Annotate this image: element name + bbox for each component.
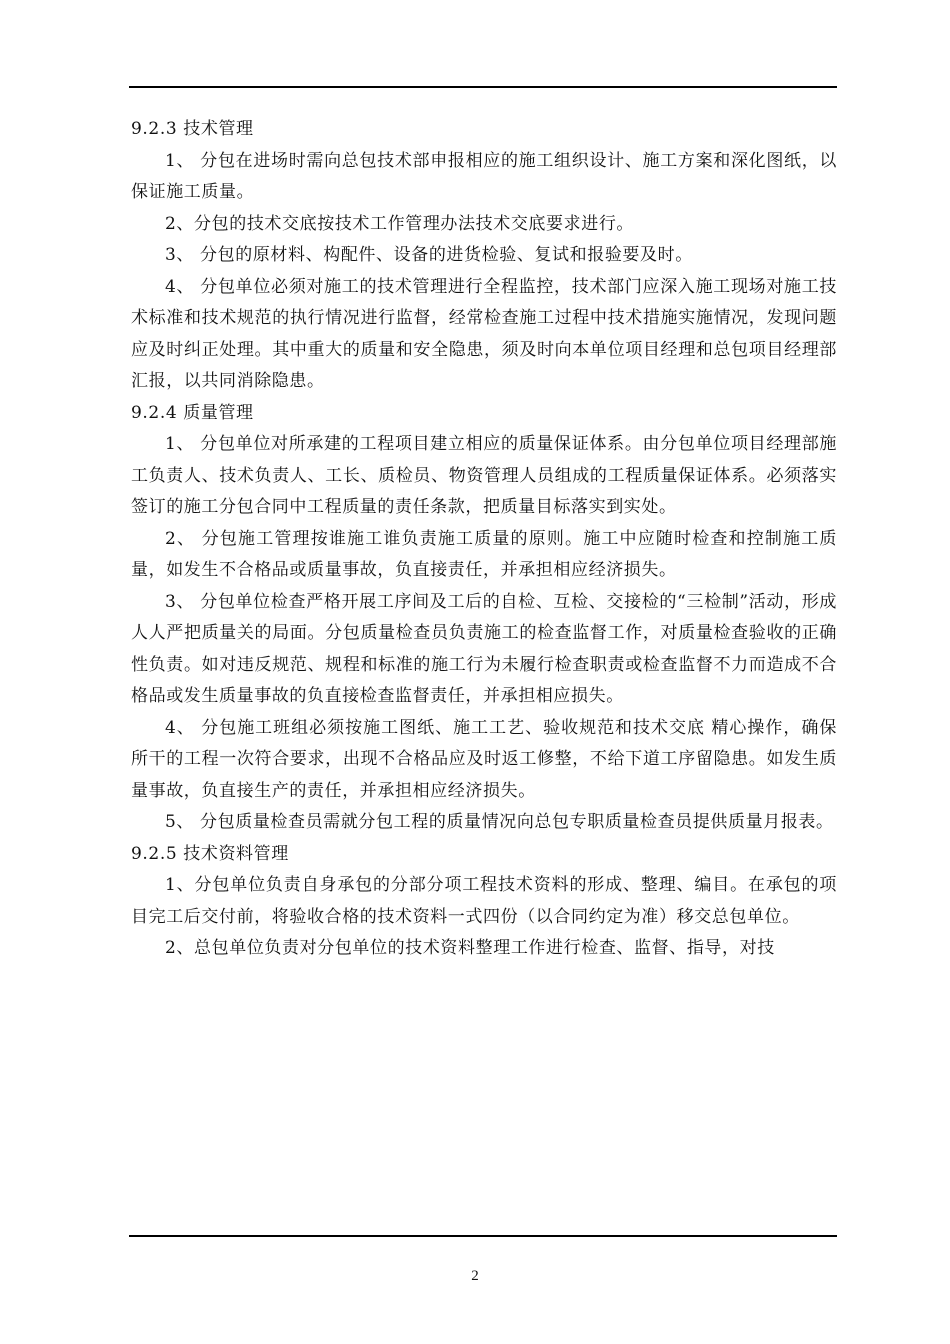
section-9-2-4 [131, 398, 837, 839]
page-number: 2 [471, 1268, 479, 1284]
document-body [131, 114, 837, 965]
footer-rule [129, 1235, 837, 1237]
header-rule [129, 86, 837, 88]
paragraph: 4、 分包施工班组必须按施工图纸、施工工艺、验收规范和技术交底 精心操作，确保所干的工程一次符合要求，出现不合格品应及时返工修整，不给下道工序留隐患。如发生质量事故，负直接生产的责任，并承担相应经济损失。 [131, 717, 837, 801]
paragraph: 3、 分包单位检查严格开展工序间及工后的自检、互检、交接检的“三检制”活动，形成人人严把质量关的局面。分包质量检查员负责施工的检查监督工作，对质量检查验收的正确性负责。如对违反规范、规程和标准的施工行为未履行检查职责或检查监督不力而造成不合格品或发生质量事故的负直接检查监督责任，并承担相应损失。 [131, 591, 837, 706]
paragraph: 2、 分包施工管理按谁施工谁负责施工质量的原则。施工中应随时检查和控制施工质量，如发生不合格品或质量事故，负直接责任，并承担相应经济损失。 [131, 528, 837, 580]
section-9-2-5 [131, 839, 837, 965]
section-heading: 9.2.4 质量管理 [131, 402, 254, 423]
paragraph: 2、总包单位负责对分包单位的技术资料整理工作进行检查、监督、指导，对技 [165, 938, 775, 958]
paragraph: 1、分包单位负责自身承包的分部分项工程技术资料的形成、整理、编目。在承包的项目完工后交付前，将验收合格的技术资料一式四份（以合同约定为准）移交总包单位。 [131, 875, 837, 927]
paragraph: 5、 分包质量检查员需就分包工程的质量情况向总包专职质量检查员提供质量月报表。 [165, 812, 834, 832]
paragraph: 2、分包的技术交底按技术工作管理办法技术交底要求进行。 [165, 213, 635, 234]
paragraph: 1、 分包在进场时需向总包技术部申报相应的施工组织设计、施工方案和深化图纸，以保证施工质量。 [131, 150, 837, 202]
section-heading: 9.2.5 技术资料管理 [131, 843, 289, 864]
paragraph: 4、 分包单位必须对施工的技术管理进行全程监控，技术部门应深入施工现场对施工技术标准和技术规范的执行情况进行监督，经常检查施工过程中技术措施实施情况，发现问题应及时纠正处理。其中重大的质量和安全隐患，须及时向本单位项目经理和总包项目经理部汇报，以共同消除隐患。 [131, 276, 837, 391]
section-heading: 9.2.3 技术管理 [131, 119, 254, 139]
section-9-2-3 [131, 114, 837, 398]
paragraph: 3、 分包的原材料、构配件、设备的进货检验、复试和报验要及时。 [165, 245, 693, 265]
paragraph: 1、 分包单位对所承建的工程项目建立相应的质量保证体系。由分包单位项目经理部施工负责人、技术负责人、工长、质检员、物资管理人员组成的工程质量保证体系。必须落实签订的施工分包合同中工程质量的责任条款，把质量目标落实到实处。 [131, 434, 837, 517]
